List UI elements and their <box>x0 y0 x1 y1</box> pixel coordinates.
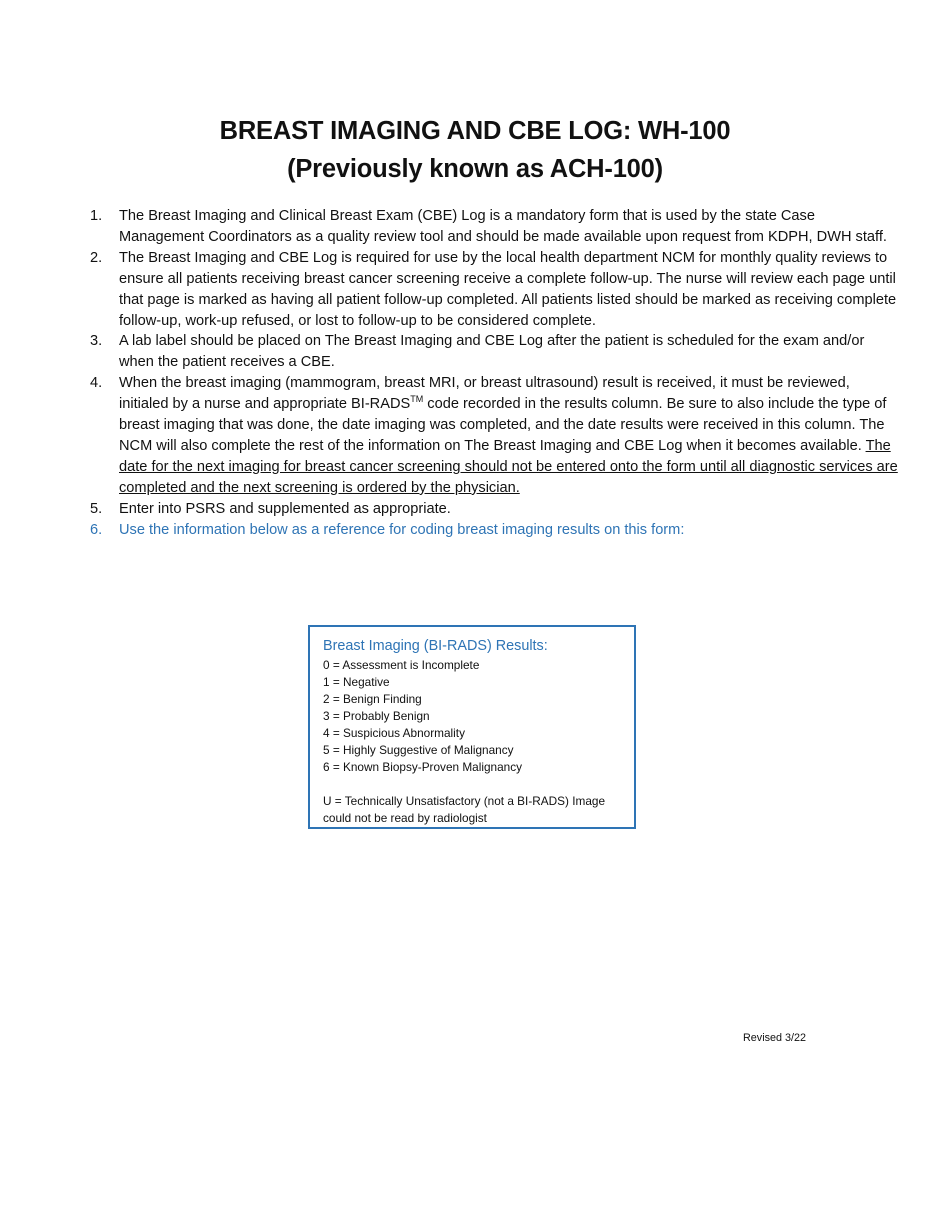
list-item <box>90 248 898 332</box>
title-line-1: BREAST IMAGING AND CBE LOG: WH-100 <box>219 117 731 145</box>
item-text: A lab label should be placed on The Breast Imaging and CBE Log after the patient is scheduled for the exam and/or when the patient receives a CBE. <box>119 333 865 371</box>
instructions-list <box>90 206 898 541</box>
birads-code: 6 = Known Biopsy-Proven Malignancy <box>323 760 523 774</box>
underlined-instruction: The date for the next imaging for breast cancer screening should not be entered onto the form until all diagnostic services are completed and the next screening is ordered by the physician. <box>119 437 898 496</box>
list-item <box>90 373 898 498</box>
item-number: 4. <box>90 375 103 392</box>
birads-code: 0 = Assessment is Incomplete <box>323 658 480 672</box>
list-item <box>90 499 898 520</box>
trademark-superscript: TM <box>410 394 424 405</box>
birads-reference-box <box>308 625 636 829</box>
birads-code: 3 = Probably Benign <box>323 709 430 723</box>
item-text: Use the information below as a reference for coding breast imaging results on this form: <box>119 521 685 538</box>
birads-code: 5 = Highly Suggestive of Malignancy <box>323 743 514 757</box>
item-number: 5. <box>90 500 103 517</box>
list-item <box>90 331 898 373</box>
item-text-part-a: When the breast imaging (mammogram, breast MRI, or breast ultrasound) result is received, it must be reviewed, initialed by a nurse and appropriate BI-RADS <box>119 375 850 413</box>
birads-box-title: Breast Imaging (BI-RADS) Results: <box>323 638 548 654</box>
revision-date: Revised 3/22 <box>743 1032 807 1044</box>
birads-code: 1 = Negative <box>323 675 390 689</box>
birads-unsatisfactory-note: U = Technically Unsatisfactory (not a BI-RADS) Image could not be read by radiologist <box>323 794 606 825</box>
birads-code: 2 = Benign Finding <box>323 692 422 706</box>
title-line-2: (Previously known as ACH-100) <box>287 155 663 183</box>
item-text: The Breast Imaging and Clinical Breast Exam (CBE) Log is a mandatory form that is used by the state Case Management Coordinators as a quality review tool and should be made available upon request from KDPH, DWH staff. <box>119 208 887 245</box>
item-number: 6. <box>90 521 103 538</box>
list-item <box>90 206 898 248</box>
list-item-reference <box>90 520 898 541</box>
birads-code: 4 = Suspicious Abnormality <box>323 726 465 740</box>
item-text: Enter into PSRS and supplemented as appropriate. <box>119 500 451 517</box>
item-text: The Breast Imaging and CBE Log is required for use by the local health department NCM for monthly quality reviews to ensure all patients receiving breast cancer screening receive a complete follow-up. The nurse will review each page until that page is marked as having all patient follow-up completed. All patients listed should be marked as receiving complete follow-up, work-up refused, or lost to follow-up to be considered complete. <box>119 249 897 329</box>
item-number: 3. <box>90 333 103 350</box>
document-title <box>0 112 950 188</box>
birads-code-list <box>323 657 622 776</box>
item-number: 2. <box>90 249 103 266</box>
item-text-part-b: code recorded in the results column. Be sure to also include the type of breast imaging that was done, the date imaging was completed, and the date results were received in this column. The NCM will also complete the rest of the information on The Breast Imaging and CBE Log when it becomes available. <box>119 396 887 454</box>
item-number: 1. <box>90 208 103 224</box>
